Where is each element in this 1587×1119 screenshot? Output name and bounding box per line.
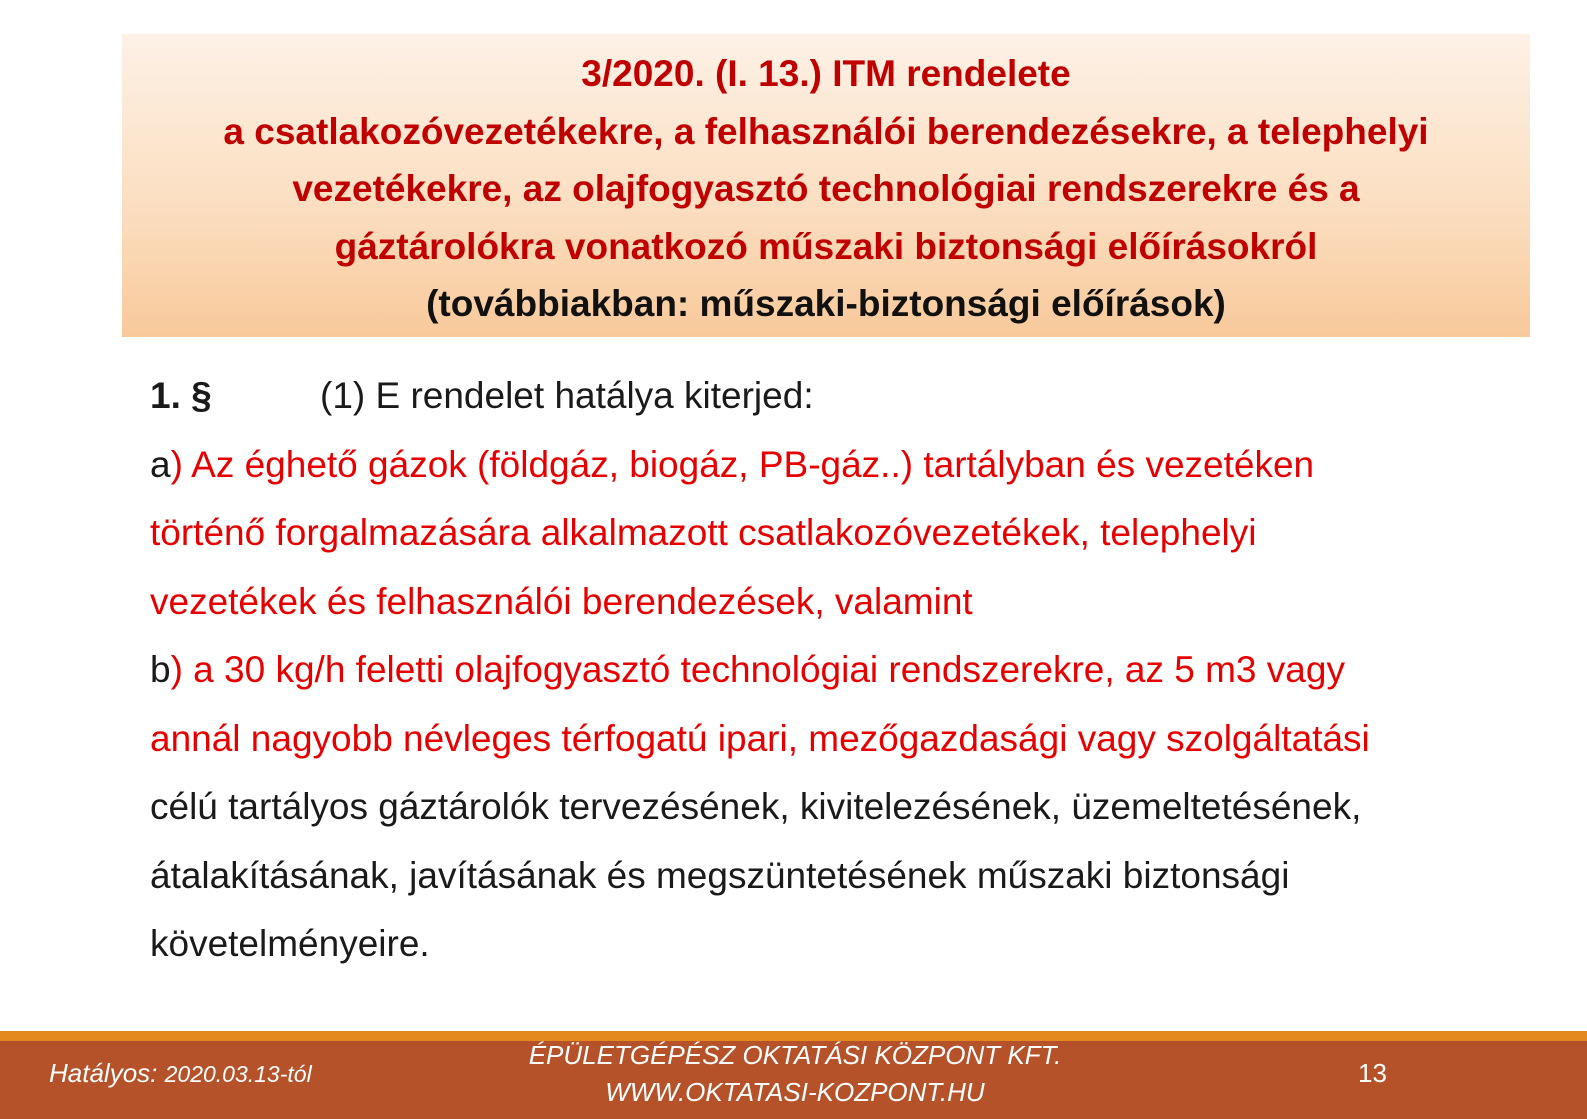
footer-bar	[0, 1041, 1587, 1119]
section-mark: 1. §	[150, 375, 212, 416]
item-a-line-1	[150, 431, 1570, 500]
organization-website: WWW.OKTATASI-KOZPONT.HU	[605, 1077, 985, 1107]
effective-label: Hatályos:	[49, 1058, 165, 1088]
slide-body	[150, 362, 1570, 979]
item-b-line-5: követelményeire.	[150, 923, 430, 964]
item-a-letter: a	[150, 443, 171, 485]
section-intro: (1) E rendelet hatálya kiterjed:	[320, 375, 814, 416]
item-b-text: ) a 30 kg/h feletti olajfogyasztó technológiai rendszerekre, az 5 m3 vagy	[170, 649, 1345, 690]
title-line-3: vezetékekre, az olajfogyasztó technológiai rendszerekre és a	[292, 168, 1360, 209]
item-a-line-2: történő forgalmazására alkalmazott csatlakozóvezetékek, telephelyi	[150, 512, 1257, 553]
title-line-4: gáztárolókra vonatkozó műszaki biztonsági előírásokról	[334, 225, 1318, 267]
item-b-line-1	[150, 636, 1570, 705]
item-a-line-3: vezetékek és felhasználói berendezések, valamint	[150, 580, 973, 622]
item-a-text: ) Az éghető gázok (földgáz, biogáz, PB-gáz..) tartályban és vezetéken	[170, 443, 1315, 485]
page-number: 13	[1358, 1058, 1387, 1088]
footer-organization	[430, 1037, 1160, 1111]
item-b-letter: b	[150, 649, 171, 690]
title-line-2: a csatlakozóvezetékekre, a felhasználói berendezésekre, a telephelyi	[223, 110, 1429, 152]
section-heading	[150, 362, 1570, 431]
organization-name: ÉPÜLETGÉPÉSZ OKTATÁSI KÖZPONT KFT.	[528, 1040, 1062, 1070]
item-b-line-3: célú tartályos gáztárolók tervezésének, kivitelezésének, üzemeltetésének,	[150, 786, 1362, 827]
title-banner	[122, 34, 1530, 337]
item-b-line-4: átalakításának, javításának és megszüntetésének műszaki biztonsági	[150, 854, 1290, 896]
title-line-1: 3/2020. (I. 13.) ITM rendelete	[581, 53, 1071, 94]
item-b-line-2: annál nagyobb névleges térfogatú ipari, mezőgazdasági vagy szolgáltatási	[150, 717, 1370, 759]
effective-date: 2020.03.13-tól	[164, 1061, 312, 1087]
title-line-5: (továbbiakban: műszaki-biztonsági előírások)	[426, 283, 1226, 324]
footer-effective-date	[49, 1058, 312, 1089]
